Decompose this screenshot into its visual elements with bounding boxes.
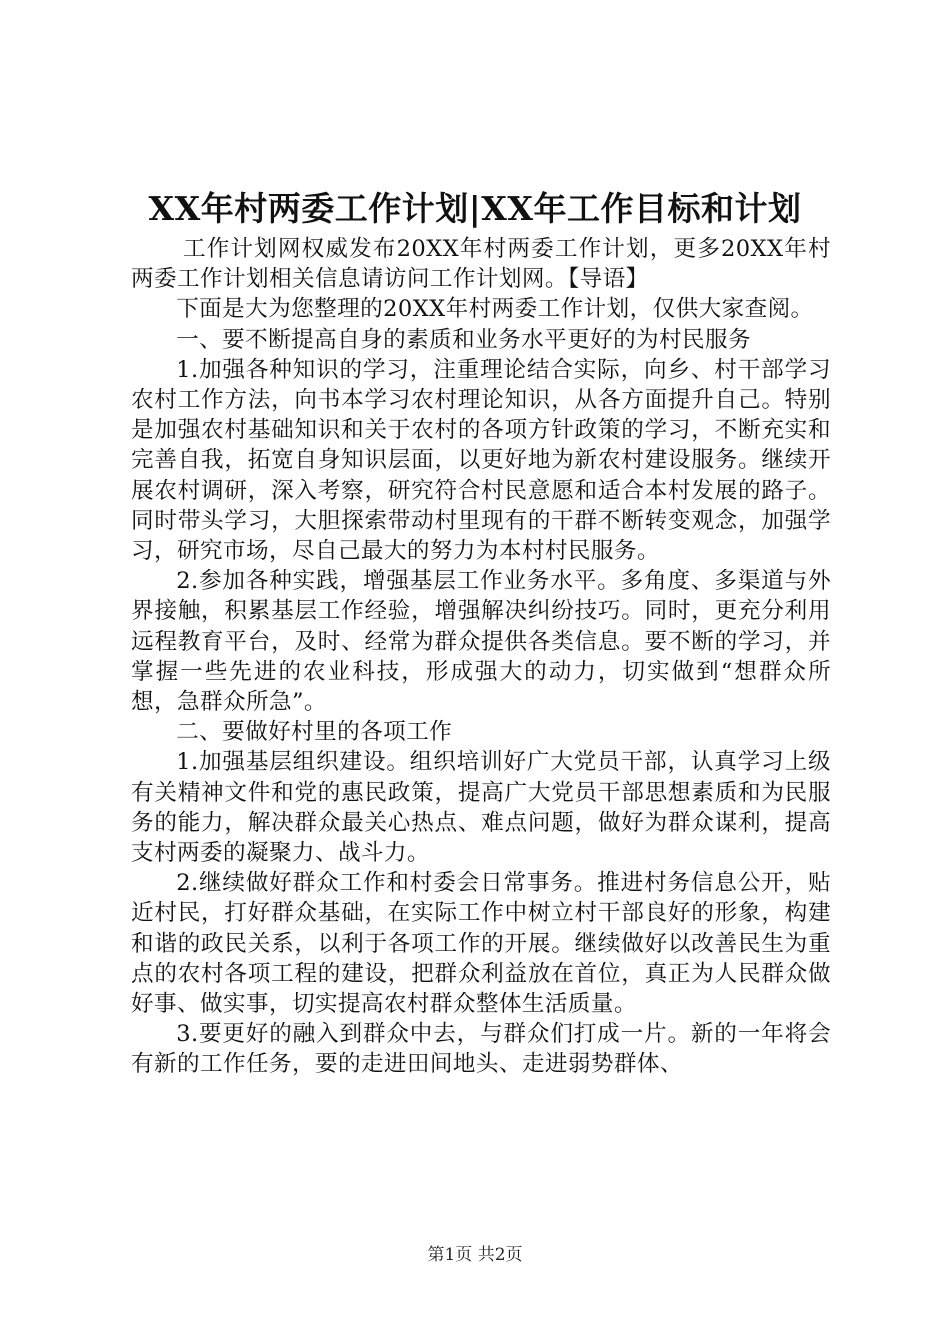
intro-paragraph-2: 下面是大为您整理的20XX年村两委工作计划，仅供大家查阅。 xyxy=(176,296,814,323)
intro-paragraph: 工作计划网权威发布20XX年村两委工作计划，更多20XX年村两委工作计划相关信息请访问工作计划网。【导语】 xyxy=(131,236,831,293)
body-paragraph: 2.继续做好群众工作和村委会日常事务。推进村务信息公开，贴近村民，打好群众基础，在实际工作中树立村干部良好的形象，构建和谐的政民关系，以利于各项工作的开展。继续做好以改善民生为重点的农村各项工程的建设，把群众利益放在首位，真正为人民群众做好事、做实事，切实提高农村群众整体生活质量。 xyxy=(131,870,831,1018)
body-paragraph: 3.要更好的融入到群众中去，与群众们打成一片。新的一年将会有新的工作任务，要的走进田间地头、走进弱势群体、 xyxy=(131,1021,831,1078)
document-title: XX年村两委工作计划|XX年工作目标和计划 xyxy=(148,189,802,228)
section-heading-2: 二、要做好村里的各项工作 xyxy=(176,719,453,746)
section-heading-1: 一、要不断提高自身的素质和业务水平更好的为村民服务 xyxy=(176,326,752,353)
document-body xyxy=(131,234,831,1080)
page-footer: 第1页 共2页 xyxy=(427,1245,523,1265)
body-paragraph: 1.加强各种知识的学习，注重理论结合实际，向乡、村干部学习农村工作方法，向书本学习农村理论知识，从各方面提升自己。特别是加强农村基础知识和关于农村的各项方针政策的学习，不断充实和完善自我，拓宽自身知识层面，以更好地为新农村建设服务。继续开展农村调研，深入考察，研究符合村民意愿和适合本村发展的路子。同时带头学习，大胆探索带动村里现有的干群不断转变观念，加强学习，研究市场，尽自己最大的努力为本村村民服务。 xyxy=(131,356,831,565)
body-paragraph: 2.参加各种实践，增强基层工作业务水平。多角度、多渠道与外界接触，积累基层工作经验，增强解决纠纷技巧。同时，更充分利用远程教育平台，及时、经常为群众提供各类信息。要不断的学习，并掌握一些先进的农业科技，形成强大的动力，切实做到“想群众所想，急群众所急”。 xyxy=(131,568,831,716)
body-paragraph: 1.加强基层组织建设。组织培训好广大党员干部，认真学习上级有关精神文件和党的惠民政策，提高广大党员干部思想素质和为民服务的能力，解决群众最关心热点、难点问题，做好为群众谋利，提高支村两委的凝聚力、战斗力。 xyxy=(131,749,831,867)
